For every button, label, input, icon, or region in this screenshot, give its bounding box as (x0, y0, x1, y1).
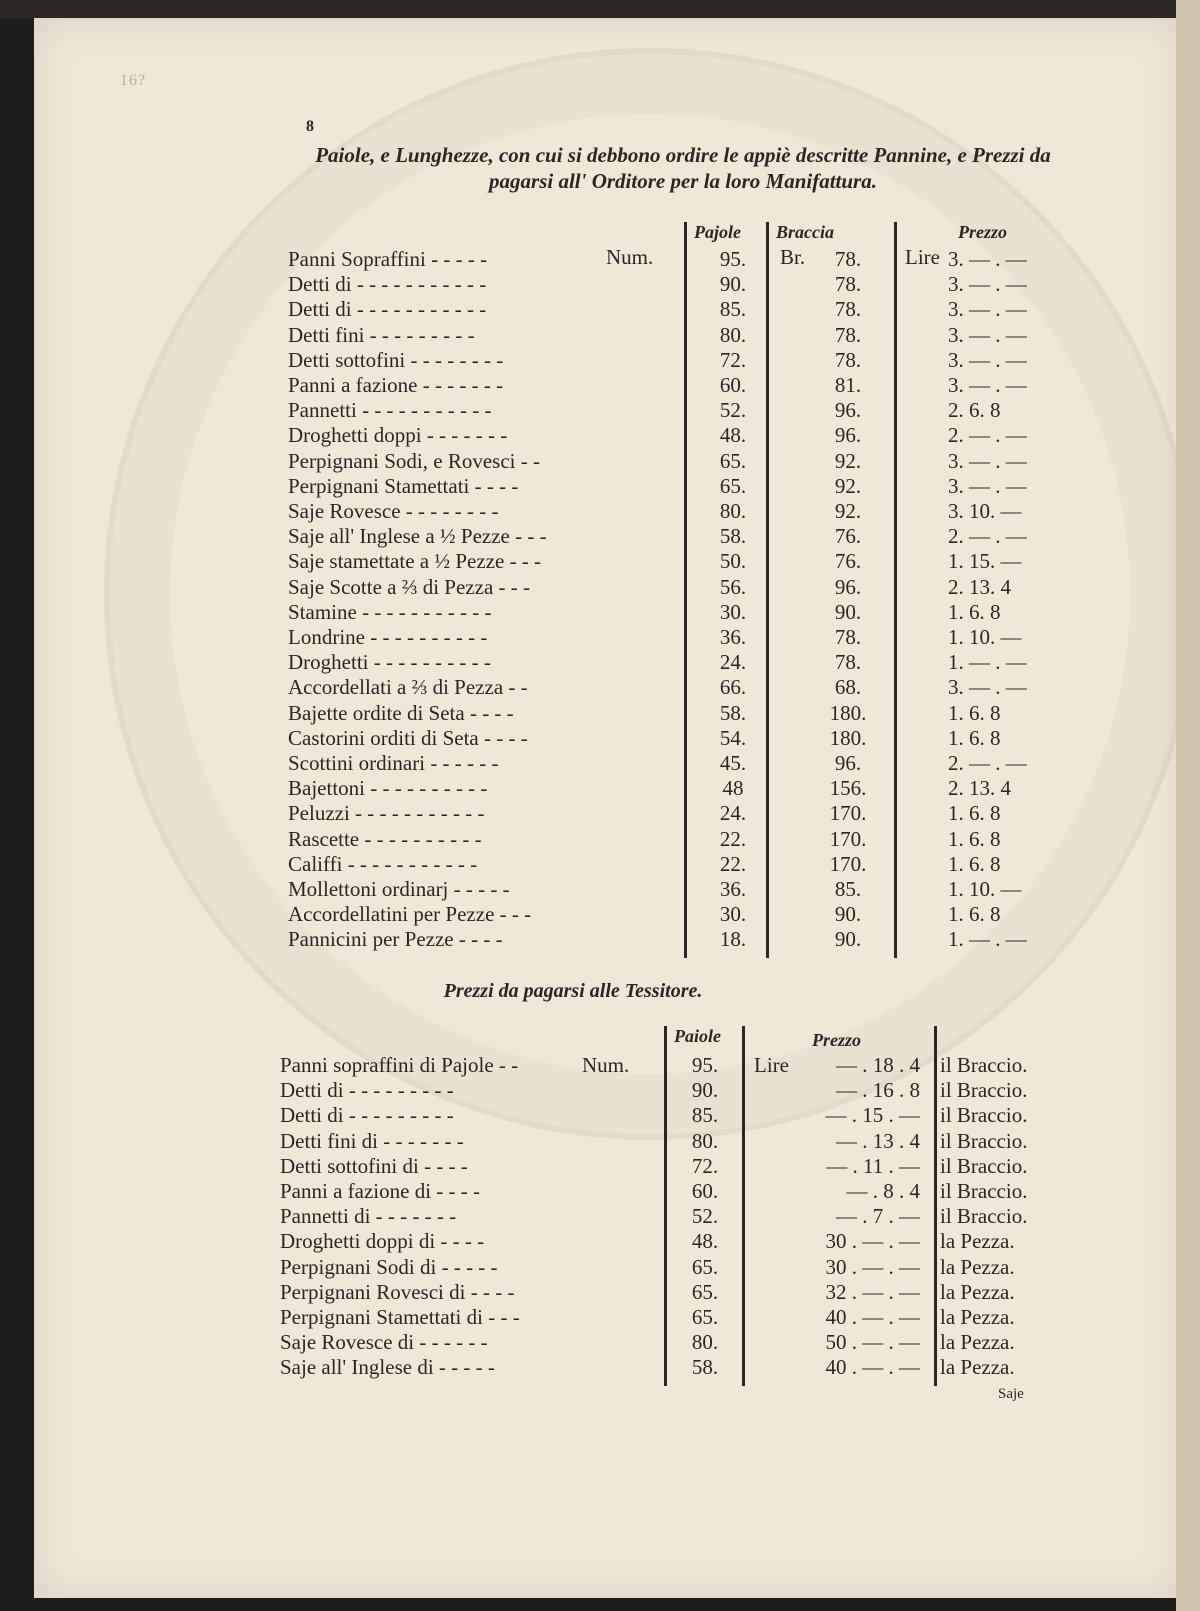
cell-pre: 2. 6. 8 (948, 398, 1001, 423)
cell-pai: 52. (691, 1204, 719, 1229)
cell-pai: 24. (719, 650, 747, 675)
page-heading: Paiole, e Lunghezze, con cui si debbono ordire le appiè descritte Pannine, e Prezzi da pagarsi all' Orditore per la loro Manifattura. (315, 143, 1051, 193)
cell-pre: 50 . — . — (825, 1330, 920, 1355)
cell-pai: 95. (691, 1053, 719, 1077)
cell-unit: il Braccio. (940, 1153, 1028, 1178)
cell-name: Mollettoni ordinarj - - - - - (288, 877, 510, 901)
cell-pai: 50. (719, 549, 747, 574)
cell-bra: 96. (834, 574, 862, 599)
cell-name: Pannetti - - - - - - - - - - - (288, 398, 492, 423)
cell-pre: 1. 6. 8 (948, 826, 1001, 851)
cell-pai: 36. (719, 625, 747, 649)
cell-name: Panni a fazione - - - - - - - (288, 373, 504, 397)
cell-name: Detti di - - - - - - - - - - - (288, 272, 487, 297)
cell-pre: — . 13 . 4 (836, 1128, 920, 1153)
cell-name: Castorini orditi di Seta - - - - (288, 725, 528, 750)
table1-rule-2 (766, 222, 769, 958)
cell-pre: — . 18 . 4 (836, 1053, 920, 1077)
cell-bra: 170. (829, 801, 867, 826)
table2-header-paiole: Paiole (674, 1026, 721, 1046)
cell-name: Perpignani Rovesci di - - - - (280, 1279, 515, 1304)
cell-pai: 65. (691, 1305, 719, 1329)
table1-header-prezzo: Prezzo (958, 222, 1007, 242)
table1-rule-1 (684, 222, 687, 958)
cell-pai: 60. (719, 373, 747, 397)
table2-lire-label: Lire (754, 1053, 789, 1077)
cell-name: Bajettoni - - - - - - - - - - (288, 776, 488, 801)
cell-name: Stamine - - - - - - - - - - - (288, 599, 492, 624)
cell-bra: 78. (834, 322, 862, 347)
cell-pai: 30. (719, 902, 747, 927)
cell-unit: la Pezza. (940, 1254, 1015, 1279)
cell-name: Perpignani Stamettati - - - - (288, 473, 519, 498)
cell-name: Perpignani Sodi di - - - - - (280, 1254, 498, 1279)
cell-bra: 76. (834, 524, 862, 549)
cell-pai: 54. (719, 725, 747, 750)
section-heading-tessitore: Prezzi da pagarsi alle Tessitore. (443, 980, 703, 1002)
cell-pre: 3. — . — (948, 247, 1027, 271)
cell-pre: 3. — . — (948, 675, 1027, 700)
cell-name: Droghetti doppi - - - - - - - (288, 423, 508, 448)
cell-pai: 95. (719, 247, 747, 271)
cell-bra: 92. (834, 448, 862, 473)
cell-pre: 2. — . — (948, 751, 1027, 775)
cell-pre: — . 15 . — (825, 1103, 920, 1128)
cell-pai: 72. (719, 347, 747, 372)
cell-bra: 92. (834, 499, 862, 523)
cell-name: Pannicini per Pezze - - - - (288, 927, 503, 952)
cell-pai: 48. (719, 423, 747, 448)
cell-pre: 3. — . — (948, 272, 1027, 297)
cell-name: Droghetti doppi di - - - - (280, 1229, 485, 1254)
catchword: Saje (998, 1386, 1024, 1402)
cell-pre: 3. — . — (948, 448, 1027, 473)
cell-unit: la Pezza. (940, 1330, 1015, 1355)
cell-pai: 80. (691, 1128, 719, 1153)
cell-pre: 3. — . — (948, 473, 1027, 498)
table1-lire-label: Lire (905, 245, 940, 269)
cell-pre: 1. 6. 8 (948, 851, 1001, 876)
cell-bra: 90. (834, 902, 862, 927)
table1-num-label: Num. (606, 245, 654, 269)
cell-pai: 72. (691, 1153, 719, 1178)
cell-unit: il Braccio. (940, 1078, 1028, 1103)
cell-pre: — . 11 . — (826, 1153, 920, 1178)
table2-rule-2 (742, 1026, 745, 1386)
cell-pai: 66. (719, 675, 747, 700)
cell-name: Saje all' Inglese di - - - - - (280, 1355, 495, 1380)
cell-pre: 30 . — . — (825, 1254, 920, 1279)
cell-name: Panni sopraffini di Pajole - - (280, 1053, 519, 1077)
cell-pre: 1. — . — (948, 927, 1027, 952)
cell-pai: 80. (719, 499, 747, 523)
cell-pre: 2. — . — (948, 524, 1027, 549)
cell-pai: 18. (719, 927, 747, 952)
cell-pai: 45. (719, 751, 747, 775)
cell-pai: 30. (719, 599, 747, 624)
cell-name: Detti di - - - - - - - - - (280, 1103, 454, 1128)
cell-name: Perpignani Stamettati di - - - (280, 1305, 520, 1329)
cell-pai: 36. (719, 877, 747, 901)
cell-bra: 90. (834, 927, 862, 952)
cell-name: Detti sottofini di - - - - (280, 1153, 468, 1178)
cell-name: Londrine - - - - - - - - - - (288, 625, 488, 649)
table2-num-label: Num. (582, 1053, 630, 1077)
cell-unit: la Pezza. (940, 1355, 1015, 1380)
cell-pre: 3. — . — (948, 297, 1027, 322)
cell-unit: il Braccio. (940, 1053, 1028, 1077)
cell-bra: 78. (834, 272, 862, 297)
cell-pai: 65. (691, 1279, 719, 1304)
cell-name: Accordellati a ⅔ di Pezza - - (288, 675, 528, 700)
cell-pai: 85. (719, 297, 747, 322)
cell-name: Panni Sopraffini - - - - - (288, 247, 488, 271)
cell-pai: 24. (719, 801, 747, 826)
cell-pai: 52. (719, 398, 747, 423)
cell-name: Califfi - - - - - - - - - - - (288, 851, 478, 876)
cell-pre: 2. 13. 4 (948, 776, 1011, 801)
cell-bra: 78. (834, 247, 862, 271)
cell-bra: 92. (834, 473, 862, 498)
cell-pre: 1. 6. 8 (948, 801, 1001, 826)
cell-pre: 40 . — . — (825, 1355, 920, 1380)
cell-unit: la Pezza. (940, 1229, 1015, 1254)
cell-pai: 22. (719, 851, 747, 876)
cell-name: Saje Rovesce di - - - - - - (280, 1330, 488, 1355)
cell-pre: 3. 10. — (948, 499, 1022, 523)
cell-name: Saje stamettate a ½ Pezze - - - (288, 549, 542, 574)
cell-name: Detti fini - - - - - - - - - (288, 322, 475, 347)
cell-pre: 1. 6. 8 (948, 902, 1001, 927)
cell-bra: 81. (834, 373, 862, 397)
table1-br-label: Br. (780, 245, 806, 269)
cell-unit: la Pezza. (940, 1305, 1015, 1329)
cell-pre: — . 8 . 4 (846, 1179, 920, 1203)
cell-pre: 1. 6. 8 (948, 700, 1001, 725)
cell-unit: il Braccio. (940, 1204, 1028, 1229)
cell-pre: 1. 6. 8 (948, 725, 1001, 750)
cell-name: Accordellatini per Pezze - - - (288, 902, 532, 927)
cell-pai: 65. (691, 1254, 719, 1279)
cell-pai: 80. (719, 322, 747, 347)
cell-bra: 78. (834, 650, 862, 675)
cell-bra: 78. (834, 347, 862, 372)
cell-pai: 65. (719, 448, 747, 473)
cell-pre: 30 . — . — (825, 1229, 920, 1254)
cell-name: Panni a fazione di - - - - (280, 1179, 481, 1203)
cell-name: Rascette - - - - - - - - - - (288, 826, 482, 851)
cell-name: Detti di - - - - - - - - - (280, 1078, 454, 1103)
cell-pai: 90. (691, 1078, 719, 1103)
cell-pre: 3. — . — (948, 373, 1027, 397)
cell-bra: 68. (834, 675, 862, 700)
cell-pre: 1. 10. — (948, 625, 1022, 649)
cell-name: Bajette ordite di Seta - - - - (288, 700, 514, 725)
cell-name: Detti di - - - - - - - - - - - (288, 297, 487, 322)
cell-pai: 80. (691, 1330, 719, 1355)
cell-unit: il Braccio. (940, 1128, 1028, 1153)
table1-header-paiole: Pajole (694, 222, 741, 242)
table2-rule-3 (934, 1026, 937, 1386)
faded-page-mark: 16? (120, 72, 147, 89)
cell-unit: il Braccio. (940, 1179, 1028, 1203)
cell-pai: 48. (691, 1229, 719, 1254)
cell-bra: 96. (834, 751, 862, 775)
cell-pai: 58. (719, 524, 747, 549)
table2-header-prezzo: Prezzo (812, 1030, 861, 1050)
cell-bra: 96. (834, 423, 862, 448)
page-number: 8 (306, 118, 314, 135)
cell-bra: 78. (834, 297, 862, 322)
cell-name: Perpignani Sodi, e Rovesci - - (288, 448, 540, 473)
cell-bra: 78. (834, 625, 862, 649)
cell-pai: 22. (719, 826, 747, 851)
cell-pai: 58. (719, 700, 747, 725)
cell-name: Detti fini di - - - - - - - (280, 1128, 464, 1153)
cell-bra: 180. (829, 725, 867, 750)
cell-name: Peluzzi - - - - - - - - - - - (288, 801, 485, 826)
cell-bra: 90. (834, 599, 862, 624)
cell-pre: 1. 15. — (948, 549, 1022, 574)
cell-name: Saje Rovesce - - - - - - - - (288, 499, 499, 523)
cell-pai: 58. (691, 1355, 719, 1380)
cell-pre: 2. — . — (948, 423, 1027, 448)
cell-pre: 2. 13. 4 (948, 574, 1011, 599)
cell-pre: — . 16 . 8 (836, 1078, 920, 1103)
cell-bra: 170. (829, 826, 867, 851)
cell-pai: 65. (719, 473, 747, 498)
cell-name: Scottini ordinari - - - - - - (288, 751, 499, 775)
cell-unit: la Pezza. (940, 1279, 1015, 1304)
cell-bra: 85. (834, 877, 862, 901)
cell-bra: 180. (829, 700, 867, 725)
cell-pre: 1. 10. — (948, 877, 1022, 901)
cell-pre: 40 . — . — (825, 1305, 920, 1329)
cell-bra: 96. (834, 398, 862, 423)
cell-bra: 170. (829, 851, 867, 876)
adjacent-page-edge (1176, 0, 1200, 1611)
cell-name: Pannetti di - - - - - - - (280, 1204, 457, 1229)
cell-pre: 32 . — . — (825, 1279, 920, 1304)
cell-bra: 156. (829, 776, 867, 801)
cell-pre: — . 7 . — (836, 1204, 920, 1229)
cell-bra: 76. (834, 549, 862, 574)
cell-pai: 85. (691, 1103, 719, 1128)
scan-top-edge (0, 0, 1200, 18)
table1-header-braccia: Braccia (776, 222, 834, 242)
cell-name: Detti sottofini - - - - - - - - (288, 347, 504, 372)
cell-name: Droghetti - - - - - - - - - - (288, 650, 491, 675)
cell-pai: 90. (719, 272, 747, 297)
cell-unit: il Braccio. (940, 1103, 1028, 1128)
cell-pre: 3. — . — (948, 322, 1027, 347)
cell-pai: 48 (722, 776, 744, 801)
cell-pre: 1. — . — (948, 650, 1027, 675)
cell-pre: 1. 6. 8 (948, 599, 1001, 624)
cell-pai: 56. (719, 574, 747, 599)
table2-rule-1 (664, 1026, 667, 1386)
cell-name: Saje Scotte a ⅔ di Pezza - - - (288, 574, 530, 599)
cell-pre: 3. — . — (948, 347, 1027, 372)
cell-name: Saje all' Inglese a ½ Pezze - - - (288, 524, 547, 549)
cell-pai: 60. (691, 1179, 719, 1203)
